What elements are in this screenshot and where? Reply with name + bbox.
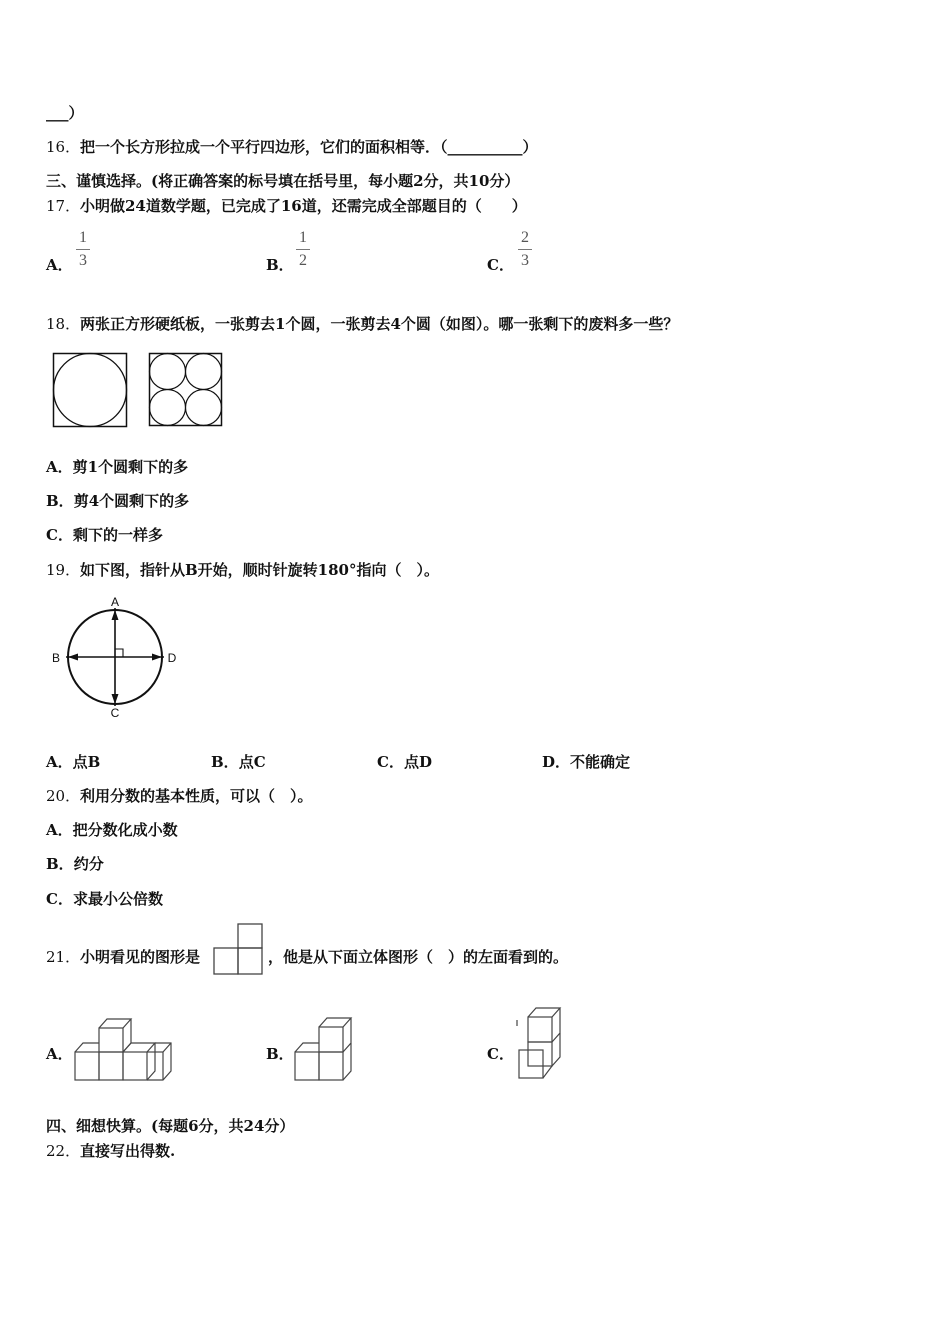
cube-face bbox=[319, 1027, 343, 1052]
option-text: 点D bbox=[403, 753, 432, 771]
q20-text: 利用分数的基本性质，可以（ ）。 bbox=[80, 787, 313, 805]
cube-edge bbox=[543, 1066, 552, 1078]
q19-option-a bbox=[46, 752, 100, 772]
option-label: B． bbox=[46, 492, 74, 510]
option-label: A． bbox=[46, 821, 73, 839]
option-label: D． bbox=[542, 753, 571, 771]
option-text: 约分 bbox=[73, 855, 104, 873]
q18-text: 两张正方形硬纸板，一张剪去1个圆，一张剪去4个圆（如图）。哪一张剩下的废料多一些？ bbox=[80, 315, 679, 333]
arrow-up-icon bbox=[112, 610, 119, 620]
q21-option-b-label: B． bbox=[266, 1045, 294, 1063]
point-b-label: B bbox=[51, 651, 61, 665]
q21-option-c-label: C． bbox=[487, 1045, 514, 1063]
section4-heading: 四、细想快算。(每题6分，共24分） bbox=[46, 1117, 295, 1135]
option-text: 点B bbox=[72, 753, 101, 771]
cube-top bbox=[75, 1043, 99, 1052]
q17-option-c-fraction bbox=[518, 229, 532, 270]
arrow-right-icon bbox=[152, 654, 162, 661]
q21-option-c-solid bbox=[512, 1004, 568, 1086]
q19-option-d bbox=[542, 752, 630, 772]
q17-number: 17． bbox=[46, 197, 81, 215]
cube-face bbox=[75, 1052, 99, 1080]
q19-compass-dial bbox=[48, 592, 184, 722]
answer-blank-fragment: ___） bbox=[46, 104, 84, 122]
view-square bbox=[238, 948, 262, 974]
option-label: C． bbox=[46, 526, 73, 544]
cube-edge bbox=[163, 1043, 171, 1052]
q21-option-a-label: A． bbox=[46, 1045, 73, 1063]
q21-text-before: 小明看见的图形是 bbox=[80, 948, 201, 966]
right-angle-mark bbox=[115, 649, 123, 657]
cube-top bbox=[528, 1008, 560, 1017]
q19-option-b bbox=[211, 752, 266, 772]
option-label: A． bbox=[46, 753, 73, 771]
small-circle bbox=[186, 354, 222, 390]
view-square bbox=[238, 924, 262, 948]
q19-text: 如下图，指针从B开始，顺时针旋转180°指向（ ）。 bbox=[80, 561, 439, 579]
fraction-denominator: 3 bbox=[521, 252, 529, 269]
q17-option-a-label: A． bbox=[46, 256, 73, 274]
cube-side bbox=[343, 1043, 351, 1080]
q20-option-a bbox=[46, 820, 178, 840]
point-a-label: A bbox=[110, 595, 120, 609]
option-text: 点C bbox=[238, 753, 266, 771]
cube-top bbox=[123, 1043, 155, 1052]
q20-number: 20． bbox=[46, 787, 81, 805]
cube-face bbox=[528, 1017, 552, 1042]
point-c-label: C bbox=[110, 706, 120, 720]
option-text: 剪1个圆剩下的多 bbox=[72, 458, 189, 476]
q22-text: 直接写出得数. bbox=[80, 1142, 176, 1160]
q19-option-c bbox=[377, 752, 432, 772]
cube-top bbox=[99, 1019, 131, 1028]
cube-face bbox=[99, 1052, 123, 1080]
option-label: C． bbox=[46, 890, 73, 908]
section3-heading: 三、谨慎选择。(将正确答案的标号填在括号里，每小题2分，共10分） bbox=[46, 172, 520, 190]
option-text: 不能确定 bbox=[570, 753, 631, 771]
option-label: A． bbox=[46, 458, 73, 476]
q21-option-a-solid bbox=[72, 1014, 176, 1084]
q16-number: 16． bbox=[46, 138, 81, 156]
cube-top bbox=[295, 1043, 319, 1052]
arrow-down-icon bbox=[112, 694, 119, 704]
cube-top bbox=[319, 1018, 351, 1027]
small-circle bbox=[150, 390, 186, 426]
q17-text: 小明做24道数学题，已完成了16道，还需完成全部题目的（ ） bbox=[80, 197, 527, 215]
q21-option-b-solid bbox=[292, 1014, 360, 1084]
fraction-denominator: 3 bbox=[79, 252, 87, 269]
cube-face bbox=[295, 1052, 319, 1080]
q20-option-c bbox=[46, 889, 163, 909]
small-circle bbox=[186, 390, 222, 426]
view-square bbox=[214, 948, 238, 974]
q17-option-b-fraction bbox=[296, 229, 310, 270]
fraction-numerator: 1 bbox=[79, 229, 87, 246]
cube-side bbox=[147, 1043, 155, 1080]
q19-number: 19． bbox=[46, 561, 81, 579]
option-text: 把分数化成小数 bbox=[72, 821, 178, 839]
q21-left-view-figure bbox=[212, 922, 266, 978]
cube-face bbox=[99, 1028, 123, 1052]
option-label: C． bbox=[377, 753, 404, 771]
point-d-label: D bbox=[167, 651, 177, 665]
fraction-bar bbox=[296, 249, 310, 250]
q18-option-a bbox=[46, 457, 188, 477]
option-label: B． bbox=[211, 753, 239, 771]
q18-squares-figure bbox=[52, 352, 228, 430]
q21-text-after: ，他是从下面立体图形（ ）的左面看到的。 bbox=[268, 948, 569, 966]
fraction-numerator: 2 bbox=[521, 229, 529, 246]
fraction-denominator: 2 bbox=[299, 252, 307, 269]
q17-option-b-label: B． bbox=[266, 256, 294, 274]
cube-face bbox=[519, 1050, 543, 1078]
q21-number: 21． bbox=[46, 948, 81, 966]
cube-face bbox=[123, 1052, 147, 1080]
q22-number: 22． bbox=[46, 1142, 81, 1160]
option-text: 剩下的一样多 bbox=[72, 526, 163, 544]
cube-face bbox=[528, 1042, 552, 1066]
q20-option-b bbox=[46, 854, 104, 874]
q18-option-b bbox=[46, 491, 189, 511]
q18-option-c bbox=[46, 525, 163, 545]
option-label: B． bbox=[46, 855, 74, 873]
q18-number: 18． bbox=[46, 315, 81, 333]
q17-option-c-label: C． bbox=[487, 256, 514, 274]
fraction-numerator: 1 bbox=[299, 229, 307, 246]
small-circle bbox=[150, 354, 186, 390]
option-text: 剪4个圆剩下的多 bbox=[73, 492, 190, 510]
q17-option-a-fraction bbox=[76, 229, 90, 270]
cube-face bbox=[319, 1052, 343, 1080]
option-text: 求最小公倍数 bbox=[72, 890, 163, 908]
q16-text: 把一个长方形拉成一个平行四边形，它们的面积相等．（__________） bbox=[80, 138, 538, 156]
square-four-circles bbox=[150, 354, 222, 426]
large-circle bbox=[54, 354, 127, 427]
arrow-left-icon bbox=[68, 654, 78, 661]
fraction-bar bbox=[76, 249, 90, 250]
fraction-bar bbox=[518, 249, 532, 250]
